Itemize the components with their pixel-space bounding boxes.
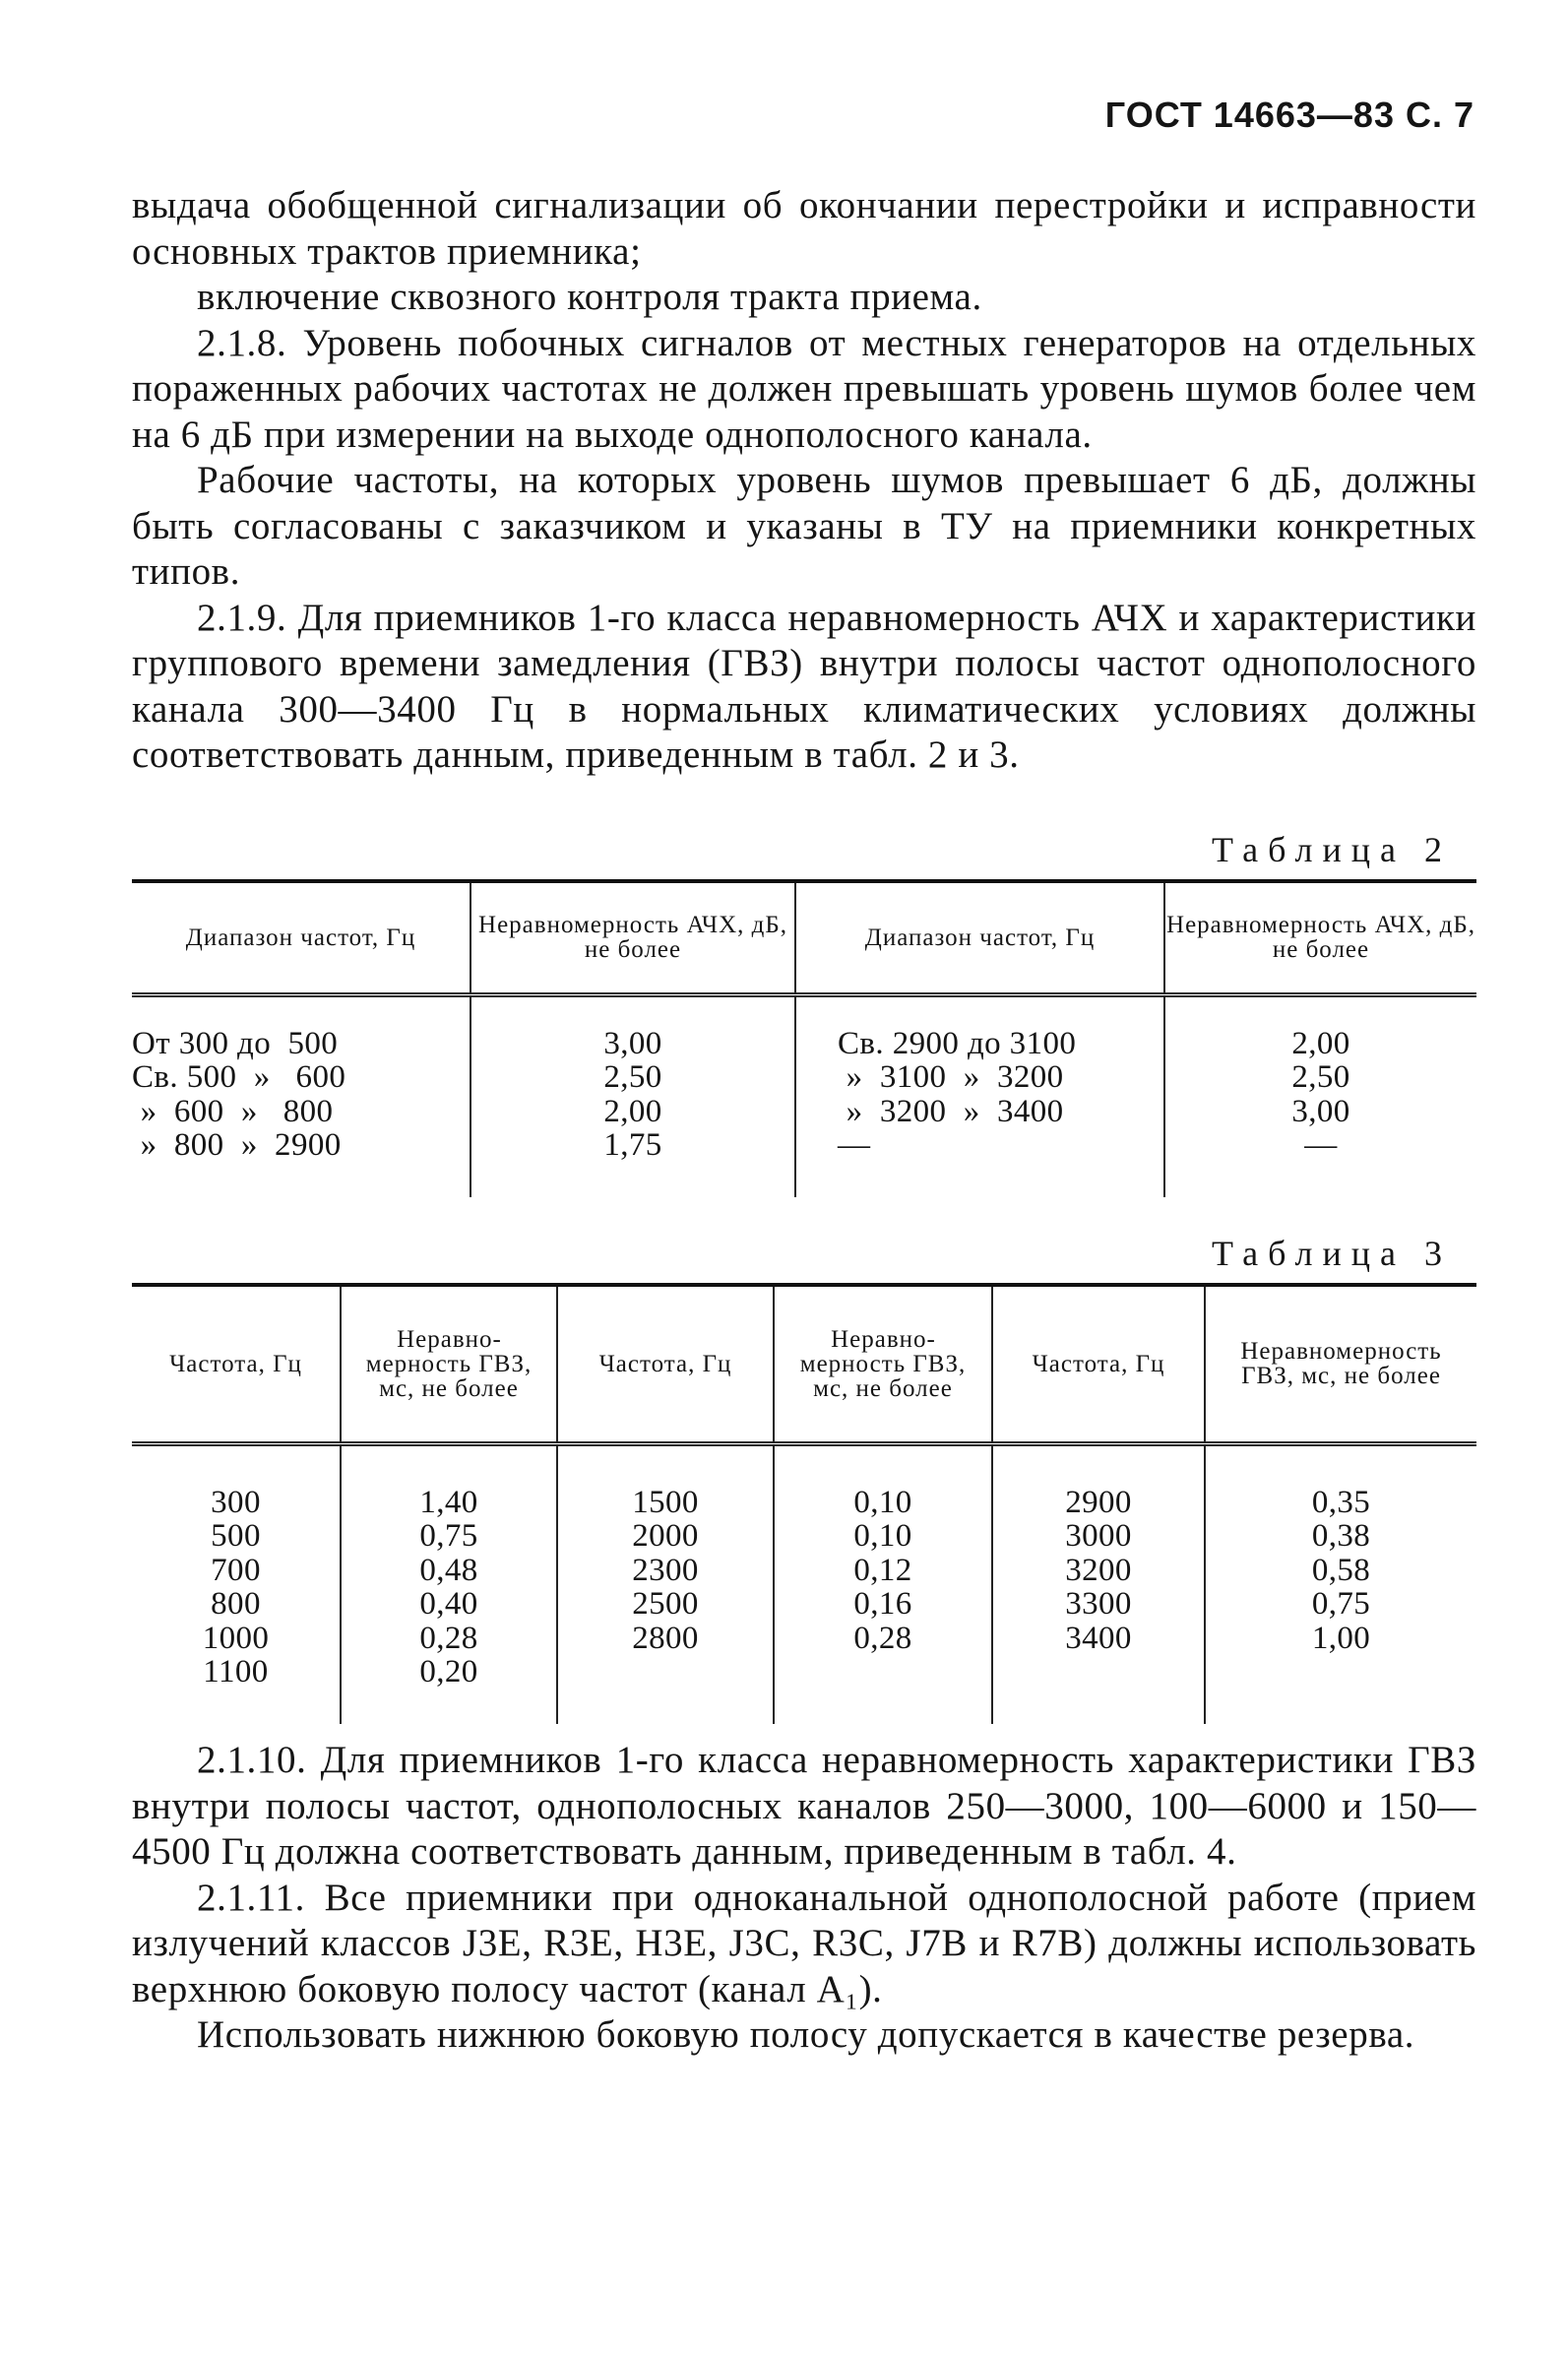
running-header: ГОСТ 14663—83 С. 7 xyxy=(1104,95,1474,135)
table2-header-row xyxy=(132,881,1476,994)
table3-col-gvz-1: 1,40 0,75 0,48 0,40 0,28 0,20 xyxy=(419,1484,478,1689)
table2-col-value-left: 3,00 2,50 2,00 1,75 xyxy=(603,1025,662,1163)
paragraph-2-1-11: 2.1.11. Все приемники при одноканальной однополосной работе (прием излучений классов J3E, R3E, H3E, J3C, R3C, J7B и R7B) должны использовать верхнюю боковую полосу частот (канал A₁). xyxy=(132,1876,1476,2010)
table2-body-row xyxy=(132,994,1476,1197)
text-block-upper xyxy=(132,183,1476,779)
paragraph-2-1-9: 2.1.9. Для приемников 1-го класса неравномерность АЧХ и характеристики группового времени замедления (ГВЗ) внутри полосы частот однополосного канала 300—3400 Гц в нормальных климатических условиях должны соответствовать данным, приведенным в табл. 2 и 3. xyxy=(132,596,1476,776)
paragraph-8: Использовать нижнюю боковую полосу допускается в качестве резерва. xyxy=(197,2013,1415,2056)
table2-header-3: Диапазон частот, Гц xyxy=(795,881,1164,994)
text-block-lower xyxy=(132,1738,1476,2059)
table3-header-6: Неравномерность ГВЗ, мс, не более xyxy=(1205,1285,1476,1443)
table3-col-freq-1: 300 500 700 800 1000 1100 xyxy=(202,1484,270,1689)
table2-header-4: Неравномерность АЧХ, дБ, не более xyxy=(1164,881,1476,994)
paragraph-4: Рабочие частоты, на которых уровень шумов превышает 6 дБ, должны быть согласованы с заказчиком и указаны в ТУ на приемники конкретных типов. xyxy=(132,459,1476,593)
paragraph-2: включение сквозного контроля тракта приема. xyxy=(197,276,982,318)
table3-header-3: Частота, Гц xyxy=(557,1285,774,1443)
table3-col-freq-2: 1500 2000 2300 2500 2800 xyxy=(632,1484,699,1656)
table3-col-gvz-2: 0,10 0,10 0,12 0,16 0,28 xyxy=(853,1484,912,1656)
paragraph-2-1-10: 2.1.10. Для приемников 1-го класса неравномерность характеристики ГВЗ внутри полосы частот, однополосных каналов 250—3000, 100—6000 и 150—4500 Гц должна соответствовать данным, приведенным в табл. 4. xyxy=(132,1739,1476,1873)
table3-header-1: Частота, Гц xyxy=(132,1285,341,1443)
table3-col-freq-3: 2900 3000 3200 3300 3400 xyxy=(1065,1484,1132,1656)
table2-col-range-right: Св. 2900 до 3100 » 3100 » 3200 » 3200 » 3400 — xyxy=(838,1025,1077,1163)
table2-col-range-left: От 300 до 500 Св. 500 » 600 » 600 » 800 » 800 » 2900 xyxy=(132,1025,346,1163)
table3-col-gvz-3: 0,35 0,38 0,58 0,75 1,00 xyxy=(1311,1484,1371,1656)
table-2 xyxy=(132,879,1476,1197)
table2-header-1: Диапазон частот, Гц xyxy=(132,881,470,994)
table2-caption: Таблица 2 xyxy=(1212,830,1452,869)
table3-caption: Таблица 3 xyxy=(1212,1234,1452,1273)
paragraph-2-1-8: 2.1.8. Уровень побочных сигналов от местных генераторов на отдельных пораженных рабочих частотах не должен превышать уровень шумов более чем на 6 дБ при измерении на выходе однополосного канала. xyxy=(132,321,1476,456)
table3-header-5: Частота, Гц xyxy=(992,1285,1205,1443)
table3-header-row xyxy=(132,1285,1476,1443)
table2-col-value-right: 2,00 2,50 3,00 — xyxy=(1291,1025,1350,1163)
paragraph-1: выдача обобщенной сигнализации об окончании перестройки и исправности основных трактов приемника; xyxy=(132,184,1476,273)
table-3 xyxy=(132,1283,1476,1724)
table3-header-2: Неравномерность ГВЗ, мс, не более xyxy=(341,1285,557,1443)
table3-body-row xyxy=(132,1443,1476,1724)
table2-header-2: Неравномерность АЧХ, дБ, не более xyxy=(470,881,795,994)
table3-header-4: Неравномерность ГВЗ, мс, не более xyxy=(774,1285,992,1443)
